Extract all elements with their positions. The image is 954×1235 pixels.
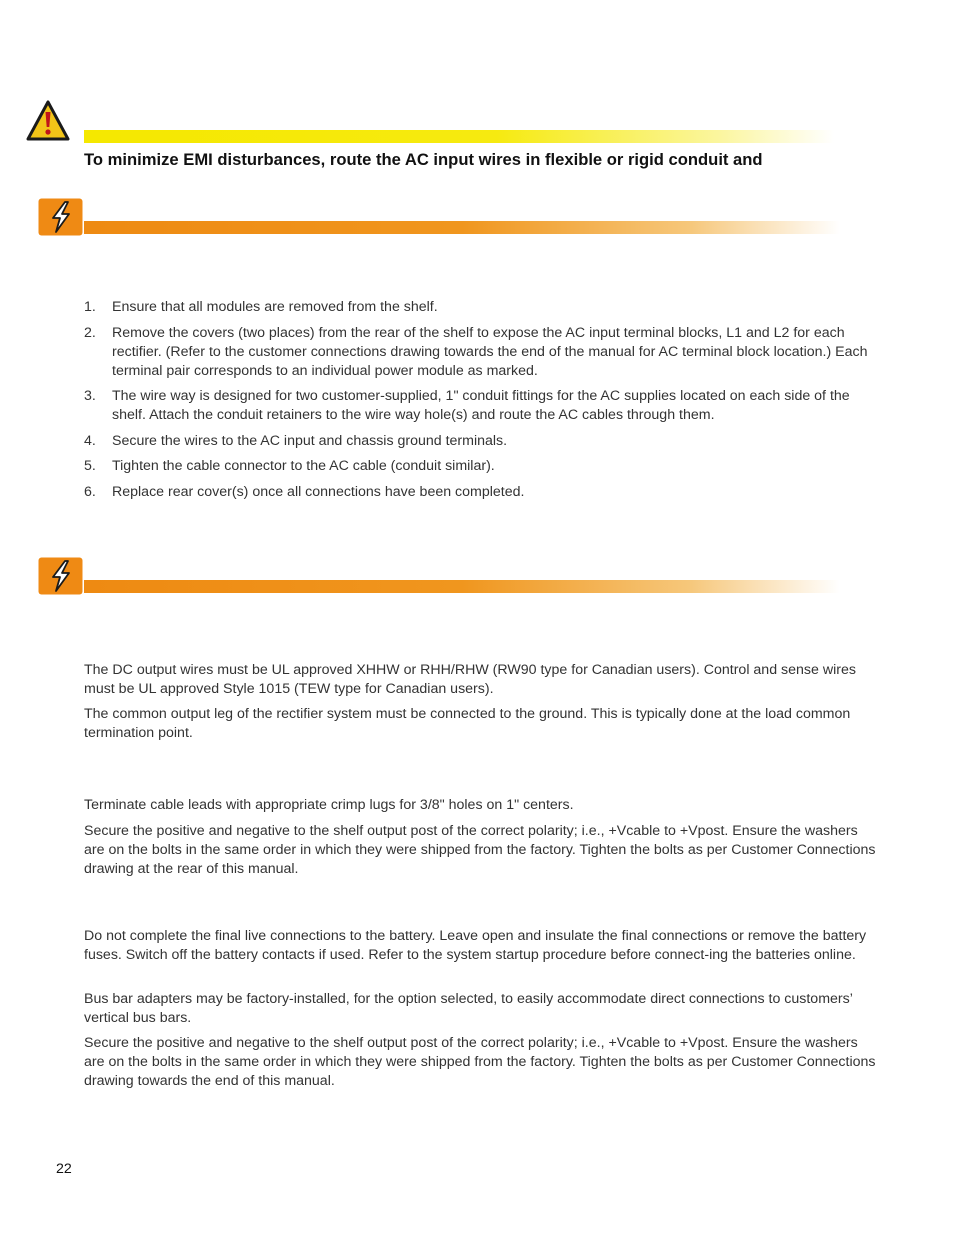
list-item <box>84 432 874 451</box>
step-text: Replace rear cover(s) once all connections have been completed. <box>112 483 525 500</box>
warning-triangle-icon <box>26 100 70 142</box>
step-number: 2. <box>84 324 96 341</box>
common-output-leg-paragraph: The common output leg of the rectifier system must be connected to the ground. This is typically done at the load common termination point. <box>84 706 851 741</box>
battery-connections-paragraph: Do not complete the final live connections to the battery. Leave open and insulate the final connections or remove the battery fuses. Switch off the battery contacts if used. Refer to the system startup procedure before connect-ing the batteries online. <box>84 928 867 963</box>
list-item <box>84 483 874 502</box>
step-number: 5. <box>84 458 96 474</box>
list-item <box>84 387 874 425</box>
step-text: Tighten the cable connector to the AC cable (conduit similar). <box>112 458 495 474</box>
step-text: Secure the wires to the AC input and chassis ground terminals. <box>112 432 508 449</box>
step-number: 3. <box>84 388 96 404</box>
list-item <box>84 457 874 476</box>
dc-section-header-bar <box>84 580 840 593</box>
warning-text: To minimize EMI disturbances, route the AC input wires in flexible or rigid conduit and <box>84 150 763 169</box>
electrical-hazard-icon <box>38 198 83 236</box>
step-text: Remove the covers (two places) from the rear of the shelf to expose the AC input terminal blocks, L1 and L2 for each rectifier. (Refer to the customer connections drawing towards the end of the manual for AC terminal block location.) Each terminal pair corresponds to an individual power module as marked. <box>112 324 868 379</box>
list-item <box>84 324 874 381</box>
bus-bar-output-post-paragraph: Secure the positive and negative to the shelf output post of the correct polarity; i.e., +Vcable to +Vpost. Ensure the washers are on the bolts in the same order in which they were shipped from the factory. Tighten the bolts as per Customer Connections drawing towards the end of this manual. <box>84 1035 876 1089</box>
step-number: 4. <box>84 432 96 449</box>
bus-bar-adapters-paragraph: Bus bar adapters may be factory-installed, for the option selected, to easily accommodate direct connections to customers’ vertical bus bars. <box>84 991 853 1026</box>
crimp-lugs-paragraph: Terminate cable leads with appropriate crimp lugs for 3/8" holes on 1" centers. <box>84 797 574 813</box>
ac-connection-steps <box>84 298 874 508</box>
warning-header-bar <box>84 130 834 143</box>
step-number: 1. <box>84 299 96 315</box>
shelf-output-post-paragraph: Secure the positive and negative to the shelf output post of the correct polarity; i.e., +Vcable to +Vpost. Ensure the washers are on the bolts in the same order in which they were shipped from the factory. Tighten the bolts as per Customer Connections drawing at the rear of this manual. <box>84 823 876 877</box>
dc-wire-requirements-paragraph: The DC output wires must be UL approved XHHW or RHH/RHW (RW90 type for Canadian users). Control and sense wires must be UL approved Style 1015 (TEW type for Canadian users). <box>84 662 856 697</box>
page-number: 22 <box>56 1161 72 1177</box>
step-text: Ensure that all modules are removed from the shelf. <box>112 299 438 315</box>
ac-section-header-bar <box>84 221 840 234</box>
step-text: The wire way is designed for two customer-supplied, 1" conduit fittings for the AC supplies located on each side of the shelf. Attach the conduit retainers to the wire way hole(s) and route the AC cables through them. <box>112 388 850 423</box>
list-item <box>84 298 874 317</box>
step-number: 6. <box>84 483 96 500</box>
electrical-hazard-icon <box>38 557 83 595</box>
